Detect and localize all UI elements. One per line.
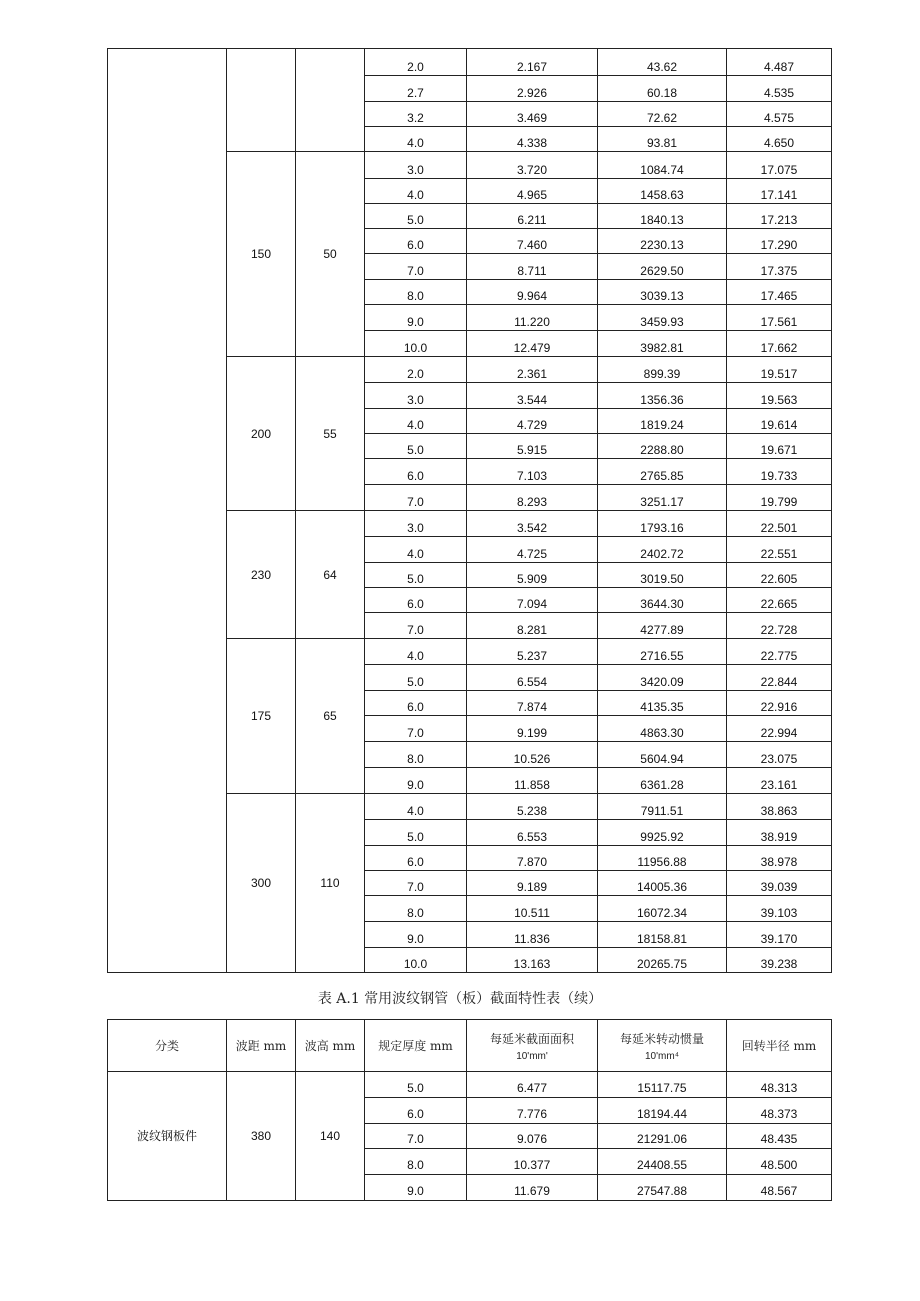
pitch-cell: 230 (227, 511, 296, 639)
inertia-cell: 93.81 (598, 127, 727, 152)
radius-cell: 4.575 (727, 102, 832, 127)
inertia-cell: 1793.16 (598, 511, 727, 537)
area-cell: 7.103 (467, 459, 598, 485)
radius-cell: 23.161 (727, 768, 832, 794)
thickness-cell: 4.0 (365, 127, 467, 152)
thickness-cell: 7.0 (365, 716, 467, 742)
radius-cell: 19.614 (727, 409, 832, 434)
area-cell: 5.909 (467, 563, 598, 588)
inertia-cell: 2230.13 (598, 229, 727, 254)
inertia-cell: 60.18 (598, 76, 727, 102)
inertia-cell: 2765.85 (598, 459, 727, 485)
inertia-cell: 4135.35 (598, 691, 727, 716)
pitch-cell: 380 (227, 1072, 296, 1201)
area-cell: 11.679 (467, 1175, 598, 1201)
radius-cell: 19.517 (727, 357, 832, 383)
radius-cell: 22.844 (727, 665, 832, 691)
radius-cell: 17.141 (727, 179, 832, 204)
thickness-cell: 7.0 (365, 871, 467, 896)
thickness-cell: 6.0 (365, 459, 467, 485)
inertia-cell: 11956.88 (598, 846, 727, 871)
inertia-cell: 14005.36 (598, 871, 727, 896)
area-cell: 9.189 (467, 871, 598, 896)
table-row (108, 1072, 832, 1098)
inertia-cell: 899.39 (598, 357, 727, 383)
thickness-cell: 5.0 (365, 665, 467, 691)
table-row (108, 49, 832, 76)
thickness-cell: 8.0 (365, 742, 467, 768)
inertia-cell: 18194.44 (598, 1098, 727, 1124)
inertia-cell: 3251.17 (598, 485, 727, 511)
inertia-cell: 7911.51 (598, 794, 727, 820)
thickness-cell: 7.0 (365, 485, 467, 511)
inertia-cell: 6361.28 (598, 768, 727, 794)
radius-cell: 19.733 (727, 459, 832, 485)
radius-cell: 22.775 (727, 639, 832, 665)
thickness-cell: 9.0 (365, 922, 467, 948)
inertia-cell: 21291.06 (598, 1124, 727, 1149)
inertia-cell: 3019.50 (598, 563, 727, 588)
thickness-cell: 9.0 (365, 768, 467, 794)
section-properties-table-continued (107, 48, 832, 973)
thickness-cell: 8.0 (365, 896, 467, 922)
inertia-cell: 20265.75 (598, 948, 727, 973)
thickness-cell: 5.0 (365, 434, 467, 459)
thickness-cell: 3.0 (365, 511, 467, 537)
thickness-cell: 2.0 (365, 49, 467, 76)
inertia-cell: 3644.30 (598, 588, 727, 613)
area-cell: 12.479 (467, 331, 598, 357)
radius-cell: 4.650 (727, 127, 832, 152)
header-category: 分类 (108, 1020, 227, 1072)
radius-cell: 17.290 (727, 229, 832, 254)
inertia-cell: 27547.88 (598, 1175, 727, 1201)
height-cell: 65 (296, 639, 365, 794)
inertia-cell: 2288.80 (598, 434, 727, 459)
area-cell: 6.477 (467, 1072, 598, 1098)
inertia-cell: 24408.55 (598, 1149, 727, 1175)
header-inertia-label: 每延米转动惯量 (619, 1031, 704, 1046)
radius-cell: 48.435 (727, 1124, 832, 1149)
thickness-cell: 10.0 (365, 331, 467, 357)
area-cell: 4.338 (467, 127, 598, 152)
header-pitch: 波距 mm (227, 1020, 296, 1072)
area-cell: 9.076 (467, 1124, 598, 1149)
thickness-cell: 4.0 (365, 409, 467, 434)
header-inertia (598, 1020, 727, 1072)
inertia-cell: 72.62 (598, 102, 727, 127)
area-cell: 4.729 (467, 409, 598, 434)
thickness-cell: 3.0 (365, 383, 467, 409)
area-cell: 6.553 (467, 820, 598, 846)
thickness-cell: 5.0 (365, 563, 467, 588)
thickness-cell: 6.0 (365, 846, 467, 871)
area-cell: 4.965 (467, 179, 598, 204)
inertia-cell: 1840.13 (598, 204, 727, 229)
radius-cell: 17.561 (727, 305, 832, 331)
area-cell: 6.554 (467, 665, 598, 691)
thickness-cell: 4.0 (365, 537, 467, 563)
pitch-cell (227, 49, 296, 152)
header-area-label: 每延米截面面积 (489, 1031, 574, 1046)
pitch-cell: 300 (227, 794, 296, 973)
radius-cell: 22.551 (727, 537, 832, 563)
radius-cell: 39.238 (727, 948, 832, 973)
thickness-cell: 9.0 (365, 1175, 467, 1201)
radius-cell: 23.075 (727, 742, 832, 768)
thickness-cell: 5.0 (365, 1072, 467, 1098)
thickness-cell: 6.0 (365, 229, 467, 254)
pitch-cell: 150 (227, 152, 296, 357)
header-height: 波高 mm (296, 1020, 365, 1072)
thickness-cell: 6.0 (365, 691, 467, 716)
thickness-cell: 6.0 (365, 588, 467, 613)
table-caption: 表 A.1 常用波纹钢管（板）截面特性表（续） (317, 991, 603, 1007)
inertia-cell: 9925.92 (598, 820, 727, 846)
thickness-cell: 10.0 (365, 948, 467, 973)
category-cell (108, 49, 227, 973)
header-radius: 回转半径 mm (727, 1020, 832, 1072)
radius-cell: 17.375 (727, 254, 832, 280)
radius-cell: 48.567 (727, 1175, 832, 1201)
area-cell: 3.720 (467, 152, 598, 179)
inertia-cell: 15117.75 (598, 1072, 727, 1098)
area-cell: 6.211 (467, 204, 598, 229)
thickness-cell: 6.0 (365, 1098, 467, 1124)
inertia-cell: 3459.93 (598, 305, 727, 331)
inertia-cell: 5604.94 (598, 742, 727, 768)
area-cell: 8.711 (467, 254, 598, 280)
thickness-cell: 2.7 (365, 76, 467, 102)
header-thickness: 规定厚度 mm (365, 1020, 467, 1072)
height-cell: 64 (296, 511, 365, 639)
header-inertia-unit: 10'mm⁴ (645, 1050, 679, 1062)
thickness-cell: 4.0 (365, 794, 467, 820)
area-cell: 9.199 (467, 716, 598, 742)
radius-cell: 48.313 (727, 1072, 832, 1098)
inertia-cell: 3982.81 (598, 331, 727, 357)
area-cell: 3.469 (467, 102, 598, 127)
radius-cell: 17.662 (727, 331, 832, 357)
inertia-cell: 2629.50 (598, 254, 727, 280)
area-cell: 10.526 (467, 742, 598, 768)
radius-cell: 22.605 (727, 563, 832, 588)
inertia-cell: 3420.09 (598, 665, 727, 691)
thickness-cell: 3.2 (365, 102, 467, 127)
category-cell: 波纹钢板件 (108, 1072, 227, 1201)
thickness-cell: 7.0 (365, 254, 467, 280)
height-cell: 140 (296, 1072, 365, 1201)
inertia-cell: 18158.81 (598, 922, 727, 948)
radius-cell: 22.665 (727, 588, 832, 613)
radius-cell: 38.978 (727, 846, 832, 871)
area-cell: 8.293 (467, 485, 598, 511)
thickness-cell: 5.0 (365, 204, 467, 229)
radius-cell: 17.213 (727, 204, 832, 229)
thickness-cell: 7.0 (365, 613, 467, 639)
thickness-cell: 4.0 (365, 639, 467, 665)
thickness-cell: 2.0 (365, 357, 467, 383)
area-cell: 13.163 (467, 948, 598, 973)
area-cell: 7.874 (467, 691, 598, 716)
inertia-cell: 43.62 (598, 49, 727, 76)
radius-cell: 22.994 (727, 716, 832, 742)
area-cell: 7.460 (467, 229, 598, 254)
radius-cell: 22.916 (727, 691, 832, 716)
radius-cell: 17.075 (727, 152, 832, 179)
inertia-cell: 1458.63 (598, 179, 727, 204)
area-cell: 2.167 (467, 49, 598, 76)
area-cell: 4.725 (467, 537, 598, 563)
area-cell: 7.776 (467, 1098, 598, 1124)
radius-cell: 39.039 (727, 871, 832, 896)
area-cell: 7.870 (467, 846, 598, 871)
thickness-cell: 5.0 (365, 820, 467, 846)
area-cell: 11.836 (467, 922, 598, 948)
area-cell: 11.858 (467, 768, 598, 794)
area-cell: 7.094 (467, 588, 598, 613)
radius-cell: 4.535 (727, 76, 832, 102)
thickness-cell: 7.0 (365, 1124, 467, 1149)
height-cell (296, 49, 365, 152)
area-cell: 11.220 (467, 305, 598, 331)
pitch-cell: 175 (227, 639, 296, 794)
height-cell: 110 (296, 794, 365, 973)
radius-cell: 39.103 (727, 896, 832, 922)
header-area (467, 1020, 598, 1072)
area-cell: 5.238 (467, 794, 598, 820)
inertia-cell: 3039.13 (598, 280, 727, 305)
inertia-cell: 4863.30 (598, 716, 727, 742)
area-cell: 8.281 (467, 613, 598, 639)
thickness-cell: 8.0 (365, 1149, 467, 1175)
radius-cell: 17.465 (727, 280, 832, 305)
radius-cell: 38.919 (727, 820, 832, 846)
radius-cell: 22.501 (727, 511, 832, 537)
thickness-cell: 9.0 (365, 305, 467, 331)
radius-cell: 4.487 (727, 49, 832, 76)
inertia-cell: 1084.74 (598, 152, 727, 179)
radius-cell: 22.728 (727, 613, 832, 639)
area-cell: 5.915 (467, 434, 598, 459)
thickness-cell: 8.0 (365, 280, 467, 305)
height-cell: 50 (296, 152, 365, 357)
radius-cell: 19.799 (727, 485, 832, 511)
area-cell: 3.542 (467, 511, 598, 537)
inertia-cell: 16072.34 (598, 896, 727, 922)
inertia-cell: 4277.89 (598, 613, 727, 639)
thickness-cell: 4.0 (365, 179, 467, 204)
area-cell: 5.237 (467, 639, 598, 665)
radius-cell: 48.500 (727, 1149, 832, 1175)
area-cell: 2.361 (467, 357, 598, 383)
radius-cell: 19.671 (727, 434, 832, 459)
area-cell: 10.511 (467, 896, 598, 922)
inertia-cell: 1356.36 (598, 383, 727, 409)
inertia-cell: 1819.24 (598, 409, 727, 434)
radius-cell: 48.373 (727, 1098, 832, 1124)
table-header-row (108, 1020, 832, 1072)
inertia-cell: 2716.55 (598, 639, 727, 665)
thickness-cell: 3.0 (365, 152, 467, 179)
area-cell: 10.377 (467, 1149, 598, 1175)
section-properties-table-plate (107, 1019, 832, 1201)
area-cell: 2.926 (467, 76, 598, 102)
pitch-cell: 200 (227, 357, 296, 511)
area-cell: 9.964 (467, 280, 598, 305)
area-cell: 3.544 (467, 383, 598, 409)
radius-cell: 19.563 (727, 383, 832, 409)
radius-cell: 39.170 (727, 922, 832, 948)
inertia-cell: 2402.72 (598, 537, 727, 563)
radius-cell: 38.863 (727, 794, 832, 820)
height-cell: 55 (296, 357, 365, 511)
header-area-unit: 10'mm' (516, 1050, 548, 1062)
